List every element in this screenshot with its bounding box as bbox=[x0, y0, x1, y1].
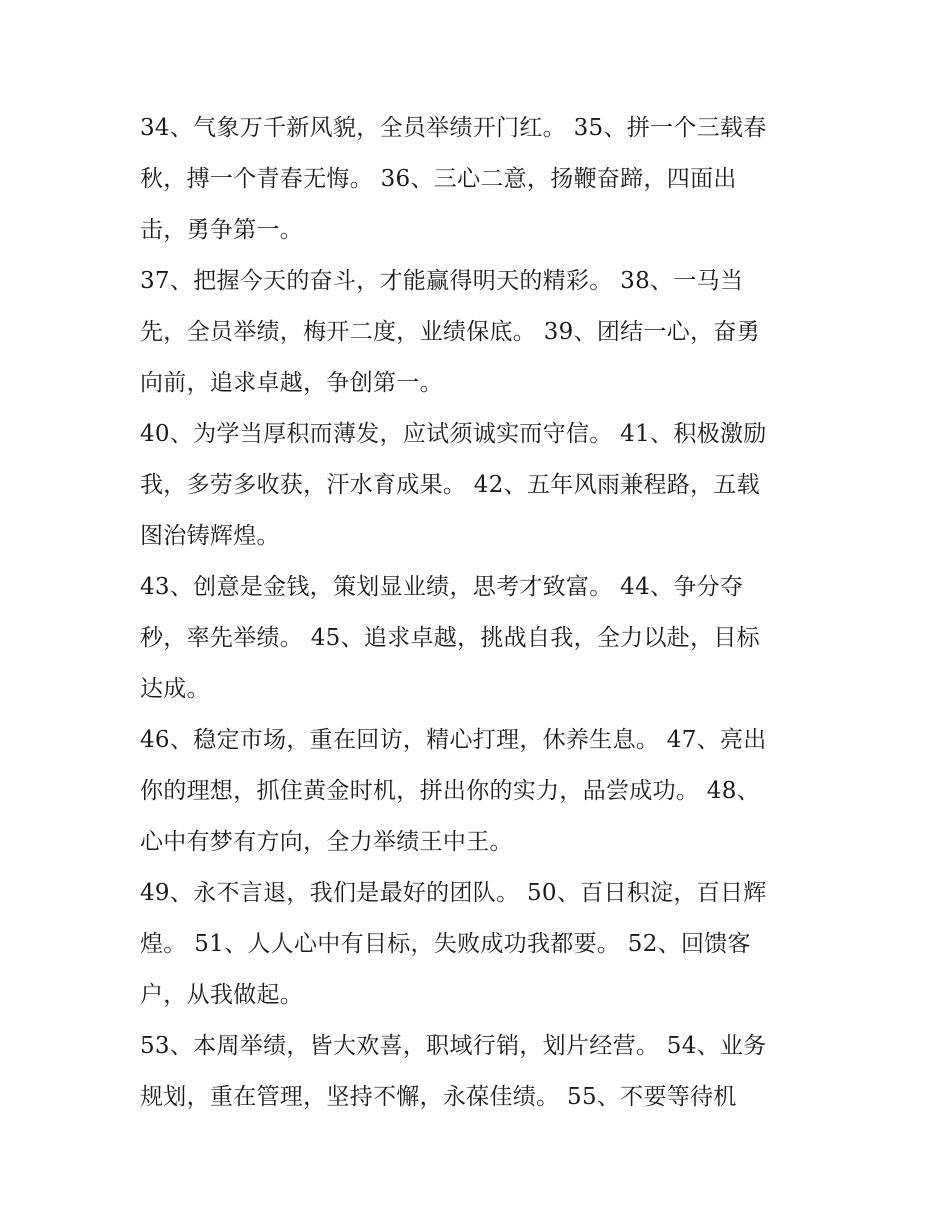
text-line: 秒，率先举绩。 45、追求卓越，挑战自我，全力以赴，目标 bbox=[140, 625, 760, 651]
text-line: 先，全员举绩，梅开二度，业绩保底。 39、团结一心，奋勇 bbox=[140, 319, 760, 345]
text-line: 心中有梦有方向，全力举绩王中王。 bbox=[140, 829, 513, 855]
text-line: 我，多劳多收获，汗水育成果。 42、五年风雨兼程路，五载 bbox=[140, 472, 760, 498]
text-line: 户，从我做起。 bbox=[140, 982, 304, 1008]
text-line: 你的理想，抓住黄金时机，拼出你的实力，品尝成功。 48、 bbox=[140, 778, 760, 804]
text-line: 规划，重在管理，坚持不懈，永葆佳绩。 55、不要等待机 bbox=[140, 1084, 737, 1110]
text-line: 43、创意是金钱，策划显业绩，思考才致富。 44、争分夺 bbox=[140, 574, 744, 600]
text-line: 秋，搏一个青春无悔。 36、三心二意，扬鞭奋蹄，四面出 bbox=[140, 166, 737, 192]
text-line: 34、气象万千新风貌，全员举绩开门红。 35、拼一个三载春 bbox=[140, 115, 767, 141]
document-body bbox=[140, 103, 800, 1123]
text-line: 击，勇争第一。 bbox=[140, 217, 304, 243]
text-line: 46、稳定市场，重在回访，精心打理，休养生息。 47、亮出 bbox=[140, 727, 767, 753]
text-line: 向前，追求卓越，争创第一。 bbox=[140, 370, 443, 396]
text-line: 达成。 bbox=[140, 676, 210, 702]
text-line: 37、把握今天的奋斗，才能赢得明天的精彩。 38、一马当 bbox=[140, 268, 744, 294]
text-line: 煌。 51、人人心中有目标，失败成功我都要。 52、回馈客 bbox=[140, 931, 751, 957]
text-line: 53、本周举绩，皆大欢喜，职域行销，划片经营。 54、业务 bbox=[140, 1033, 767, 1059]
text-line: 图治铸辉煌。 bbox=[140, 523, 280, 549]
text-line: 49、永不言退，我们是最好的团队。 50、百日积淀，百日辉 bbox=[140, 880, 767, 906]
text-line: 40、为学当厚积而薄发，应试须诚实而守信。 41、积极激励 bbox=[140, 421, 767, 447]
